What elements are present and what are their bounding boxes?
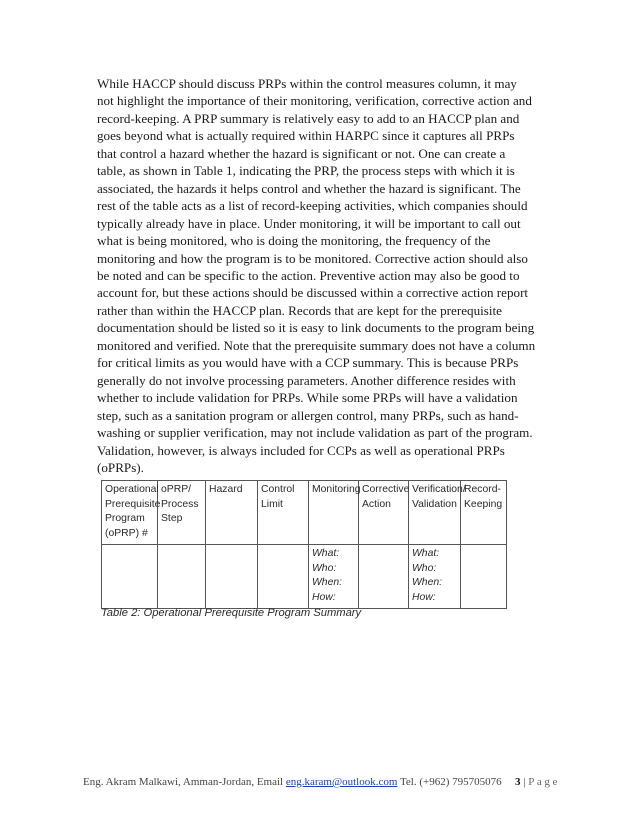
paragraph-line: rest of the table acts as a list of record-keeping activities, which companies should [97,198,528,214]
paragraph-line: While HACCP should discuss PRPs within the control measures column, it may [97,76,517,91]
paragraph-line: typically already have in place. Under monitoring, it will be important to call out [97,215,521,231]
paragraph-line: washing or supplier verification, may not include validation as part of the program. [97,425,533,441]
email-link[interactable]: eng.karam@outlook.com [285,776,398,788]
table-cell [206,545,258,609]
monitoring-cell: What: Who: When: How: [309,545,359,609]
header-record-keeping: Record- Keeping [461,481,507,545]
paragraph-line: record-keeping. A PRP summary is relatively easy to add to an HACCP plan and [97,110,520,126]
page-separator: | [520,776,529,788]
paragraph-line: account for, but these actions should be discussed within a corrective action report [97,285,529,301]
paragraph-line: not highlight the importance of their monitoring, verification, corrective action and [97,93,532,109]
paragraph-line: step, such as a sanitation program or allergen control, many PRPs, such as hand- [97,407,519,423]
table-cell [258,545,309,609]
paragraph-line: table, as shown in Table 1, indicating the PRP, the process steps with which it is [97,163,515,179]
footer-prefix: Eng. Akram Malkawi, Amman-Jordan, Email [83,776,286,788]
oprp-summary-table [101,480,507,609]
paragraph-line: that control a hazard whether the hazard is significant or not. One can create a [97,145,506,161]
table-cell [359,545,409,609]
paragraph-line: associated, the hazards it helps control and whether the hazard is significant. The [97,180,521,196]
header-operational-prerequisite-program: Operational Prerequisite Program (oPRP) # [102,481,158,545]
paragraph-line: whether to include validation for PRPs. While some PRPs will have a validation [97,390,518,406]
table-header-row [102,481,507,545]
paragraph-line: for critical limits as you would have with a CCP summary. This is because PRPs [97,355,519,371]
page-number: 3 [515,776,521,788]
header-control-limit: Control Limit [258,481,309,545]
footer-phone: Tel. (+962) 795705076 [397,776,502,788]
table-cell [158,545,206,609]
header-corrective-action: Corrective Action [359,481,409,545]
paragraph-line: rather than within the HACCP plan. Records that are kept for the prerequisite [97,302,502,318]
verification-cell: What: Who: When: How: [409,545,461,609]
page-indicator [515,776,560,788]
table-cell [102,545,158,609]
page-word: Page [528,776,560,788]
paragraph-line: Validation, however, is always included for CCPs as well as operational PRPs [97,442,505,458]
paragraph-line: goes beyond what is actually required within HARPC since it captures all PRPs [97,128,515,144]
paragraph-line: monitoring and how the program is to be monitored. Corrective action should also [97,250,528,266]
paragraph-line: documentation should be listed so it is easy to link documents to the program being [97,320,535,336]
table-caption: Table 2: Operational Prerequisite Program Summary [101,607,362,619]
body-paragraph [97,75,559,476]
header-hazard: Hazard [206,481,258,545]
page-footer [83,776,563,788]
header-oprp-process-step: oPRP/ Process Step [158,481,206,545]
paragraph-line: (oPRPs). [97,459,144,475]
table-cell [461,545,507,609]
paragraph-line: what is being monitored, who is doing the monitoring, the frequency of the [97,233,491,249]
header-monitoring: Monitoring [309,481,359,545]
paragraph-line: generally do not involve processing parameters. Another difference resides with [97,372,516,388]
table-row [102,545,507,609]
header-verification-validation: Verification/ Validation [409,481,461,545]
paragraph-line: monitored and verified. Note that the prerequisite summary does not have a column [97,337,536,353]
paragraph-line: be noted and can be specific to the action. Preventive action may also be good to [97,267,520,283]
